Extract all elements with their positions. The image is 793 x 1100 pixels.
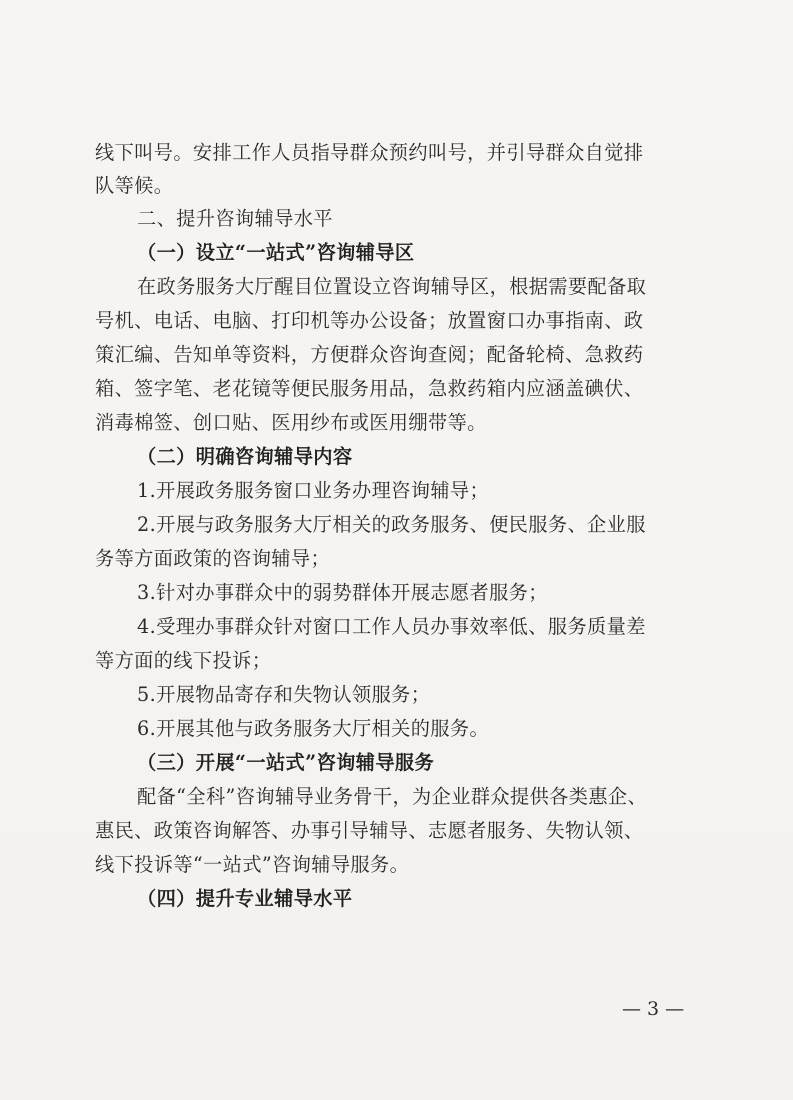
body-line: 队等候。 (95, 174, 174, 197)
body-line: 在政务服务大厅醒目位置设立咨询辅导区，根据需要配备取 (137, 275, 647, 298)
body-line: 等方面的线下投诉； (95, 649, 272, 672)
subsection-heading: （一）设立“一站式”咨询辅导区 (137, 241, 415, 264)
body-line: 消毒棉签、创口贴、医用纱布或医用绷带等。 (95, 411, 487, 434)
body-line: 线下投诉等“一站式”咨询辅导服务。 (95, 853, 410, 876)
body-line: 惠民、政策咨询解答、办事引导辅导、志愿者服务、失物认领、 (95, 819, 644, 842)
body-line: 线下叫号。安排工作人员指导群众预约叫号，并引导群众自觉排 (95, 141, 644, 164)
body-line: 号机、电话、电脑、打印机等办公设备；放置窗口办事指南、政 (95, 309, 644, 332)
list-item: 2.开展与政务服务大厅相关的政务服务、便民服务、企业服 (137, 513, 646, 536)
section-heading: 二、提升咨询辅导水平 (137, 207, 333, 230)
list-item: 1.开展政务服务窗口业务办理咨询辅导； (137, 479, 490, 502)
subsection-heading: （二）明确咨询辅导内容 (137, 445, 353, 468)
page-number: — 3 — (622, 998, 685, 1020)
body-line: 策汇编、告知单等资料，方便群众咨询查阅；配备轮椅、急救药 (95, 343, 644, 366)
body-line: 务等方面政策的咨询辅导； (95, 547, 331, 570)
list-item: 3.针对办事群众中的弱势群体开展志愿者服务； (137, 581, 548, 604)
subsection-heading: （四）提升专业辅导水平 (137, 887, 353, 910)
list-item: 6.开展其他与政务服务大厅相关的服务。 (137, 717, 490, 740)
list-item: 4.受理办事群众针对窗口工作人员办事效率低、服务质量差 (137, 615, 646, 638)
subsection-heading: （三）开展“一站式”咨询辅导服务 (137, 751, 435, 774)
body-line: 箱、签字笔、老花镜等便民服务用品，急救药箱内应涵盖碘伏、 (95, 377, 644, 400)
list-item: 5.开展物品寄存和失物认领服务； (137, 683, 431, 706)
body-line: 配备“全科”咨询辅导业务骨干，为企业群众提供各类惠企、 (137, 785, 648, 808)
